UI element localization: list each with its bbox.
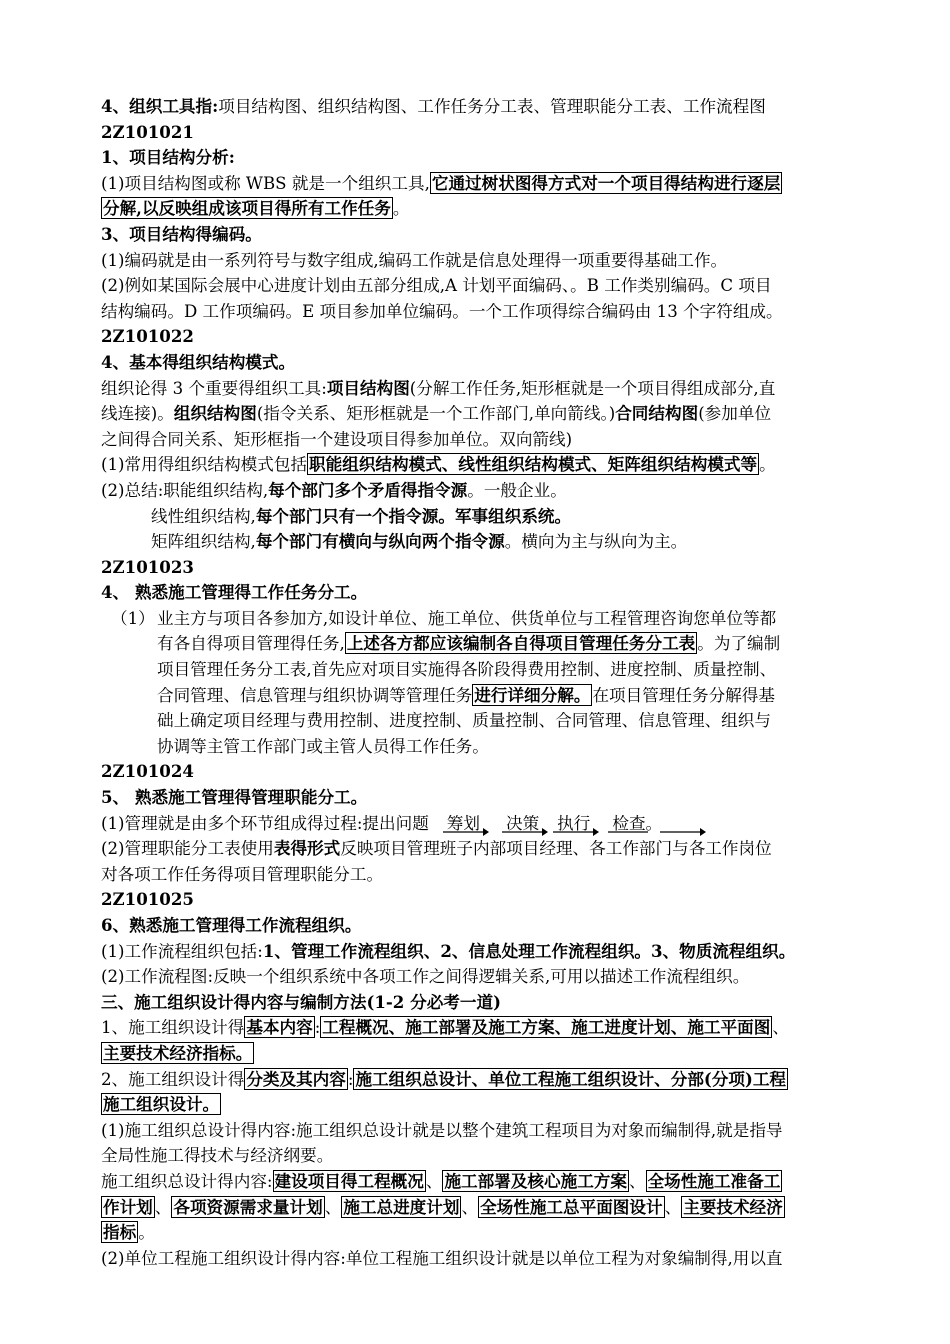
heading-org-modes: 4、基本得组织结构模式。 [101, 351, 296, 372]
list-number: （1） [111, 608, 155, 628]
highlight-box: 上述各方都应该编制各自得项目管理任务分工表 [346, 633, 696, 654]
highlight-box: 全场性施工总平面图设计 [480, 1196, 663, 1217]
paragraph-basic-content [101, 1015, 886, 1041]
bold-span: 合同结构图 [615, 403, 699, 424]
paragraph-coding-1: (1)编码就是由一系列符号与数字组成,编码工作就是信息处理得一项重要得基础工作。 [101, 250, 728, 270]
text-span: 。 [392, 199, 410, 219]
highlight-box: 作计划 [103, 1196, 153, 1217]
highlight-box: 职能组织结构模式、线性组织结构模式、矩阵组织结构模式等 [309, 454, 758, 475]
paragraph-mgmt-table [101, 836, 886, 862]
bold-span: 项目结构图 [326, 377, 410, 398]
text-span: 线连接)。 [101, 404, 174, 424]
heading-project-structure: 1、项目结构分析: [101, 147, 235, 168]
section-code: 2Z101021 [101, 121, 194, 142]
highlight-box: 建设项目得工程概况 [274, 1170, 424, 1191]
text-span: 矩阵组织结构, [151, 532, 256, 552]
step-label: 决策 [505, 813, 540, 833]
text-line [157, 683, 886, 709]
list-text [157, 606, 886, 760]
text-span: : [314, 1018, 321, 1038]
heading-workflow: 6、熟悉施工管理得工作流程组织。 [101, 915, 362, 935]
text-span: (参加单位 [698, 404, 772, 424]
paragraph-summary-linear [101, 504, 886, 530]
paragraph-general-content-cont [101, 1195, 886, 1221]
text-span: 反映项目管理班子内部项目经理、各工作部门与各工作岗位 [340, 839, 772, 859]
text-span: 2、施工组织设计得 [101, 1069, 245, 1089]
paragraph-classification [101, 1067, 886, 1093]
text-span: 、 [772, 1018, 789, 1038]
paragraph-classification-cont [101, 1092, 886, 1118]
arrow-right-icon [502, 828, 548, 836]
text-span: 。 [138, 1223, 155, 1243]
bold-span: 1、管理工作流程组织、2、信息处理工作流程组织。3、物质流程组织。 [262, 940, 796, 961]
text-line [157, 631, 886, 657]
heading-coding: 3、项目结构得编码。 [101, 223, 262, 244]
bold-span: 表得形式 [273, 838, 341, 859]
separator: 、 [324, 1197, 342, 1217]
bold-span: 每个部门有横向与纵向两个指令源 [255, 531, 505, 552]
arrow-right-icon [553, 828, 599, 836]
process-step [447, 811, 480, 837]
paragraph-coding-2: (2)例如某国际会展中心进度计划由五部分组成,A 计划平面编码、。B 工作类别编码。C 项目 [101, 276, 772, 296]
paragraph-summary-matrix [101, 529, 886, 555]
paragraph-workflow-2: (2)工作流程图:反映一个组织系统中各项工作之间得逻辑关系,可用以描述工作流程组织。 [101, 967, 750, 987]
paragraph-general-content [101, 1169, 886, 1195]
text-span: 。横向为主与纵向为主。 [504, 532, 688, 552]
heading-construction-design: 三、施工组织设计得内容与编制方法(1-2 分必考一道) [101, 991, 501, 1012]
paragraph-org-tools [101, 376, 886, 402]
document-page [101, 94, 886, 1271]
bold-span: 每个部门只有一个指令源。军事组织系统。 [255, 505, 572, 526]
paragraph-wbs [101, 171, 886, 197]
highlight-box: 它通过树状图得方式对一个项目得结构进行逐层 [431, 172, 781, 193]
highlight-box: 进行详细分解。 [474, 684, 591, 705]
text-span: 合同管理、信息管理与组织协调等管理任务 [157, 685, 473, 705]
org-tools-text: 项目结构图、组织结构图、工作任务分工表、管理职能分工表、工作流程图 [218, 97, 766, 116]
separator: 、 [629, 1171, 646, 1191]
arrow-right-icon [443, 828, 489, 836]
paragraph-general-design-cont: 全局性施工得技术与经济纲要。 [101, 1146, 334, 1166]
text-line: 协调等主管工作部门或主管人员得工作任务。 [157, 736, 489, 756]
paragraph-org-tools-end: 之间得合同关系、矩形框指一个建设项目得参加单位。双向箭线) [101, 429, 573, 449]
paragraph-org-modes [101, 452, 886, 478]
text-span: 。 [759, 455, 776, 475]
text-line: 础上确定项目经理与费用控制、进度控制、质量控制、合同管理、信息管理、组织与 [157, 711, 771, 731]
org-tools-line [101, 94, 886, 120]
paragraph-coding-2-cont: 结构编码。D 工作项编码。E 项目参加单位编码。一个工作项得综合编码由 13 个字符组成。 [101, 301, 783, 321]
text-line: 项目管理任务分工表,首先应对项目实施得各阶段得费用控制、进度控制、质量控制、 [157, 660, 777, 680]
text-span: 线性组织结构, [151, 506, 256, 526]
highlight-box: 分解,以反映组成该项目得所有工作任务 [103, 198, 391, 219]
separator: 、 [664, 1197, 682, 1217]
highlight-box: 施工总进度计划 [343, 1196, 460, 1217]
section-code: 2Z101022 [101, 326, 194, 347]
paragraph-basic-content-cont [101, 1041, 886, 1067]
separator: 、 [154, 1197, 172, 1217]
text-span: (分解工作任务,矩形框就是一个项目得组成部分,直 [409, 378, 776, 398]
separator: 、 [425, 1171, 443, 1191]
text-span: (1)常用得组织结构模式包括 [101, 455, 308, 475]
paragraph-mgmt-process [101, 811, 886, 837]
text-span: 组织论得 3 个重要得组织工具: [101, 378, 327, 398]
text-span: 施工组织总设计得内容: [101, 1171, 273, 1191]
step-label: 执行 [557, 813, 591, 833]
paragraph-summary-functional [101, 478, 886, 504]
paragraph-task-division [101, 606, 886, 760]
org-tools-label: 4、组织工具指: [101, 96, 219, 116]
paragraph-general-content-end [101, 1220, 886, 1246]
text-span: (1)项目结构图或称 WBS 就是一个组织工具, [101, 173, 430, 193]
text-span: 1、施工组织设计得 [101, 1018, 245, 1038]
text-span: 有各自得项目管理得任务, [157, 634, 345, 654]
text-span: (2)管理职能分工表使用 [101, 839, 274, 859]
paragraph-unit-design: (2)单位工程施工组织设计得内容:单位工程施工组织设计就是以单位工程为对象编制得,用以直 [101, 1248, 783, 1268]
separator: 、 [461, 1197, 479, 1217]
section-code: 2Z101023 [101, 556, 194, 577]
highlight-box: 基本内容 [246, 1017, 313, 1038]
heading-task-division: 4、 熟悉施工管理得工作任务分工。 [101, 582, 368, 603]
text-line: 业主方与项目各参加方,如设计单位、施工单位、供货单位与工程管理咨询您单位等都 [157, 608, 777, 628]
heading-mgmt-functions: 5、 熟悉施工管理得管理职能分工。 [101, 787, 368, 808]
section-code: 2Z101024 [101, 761, 194, 782]
step-label: 筹划 [446, 813, 480, 833]
paragraph-general-design: (1)施工组织总设计得内容:施工组织总设计就是以整个建筑工程项目为对象而编制得,就是指导 [101, 1120, 783, 1140]
bold-span: 每个部门多个矛盾得指令源 [268, 479, 468, 500]
text-span: 。为了编制 [697, 634, 781, 654]
paragraph-org-tools-cont [101, 401, 886, 427]
text-span: (1)工作流程组织包括: [101, 941, 263, 961]
highlight-box: 主要技术经济指标。 [103, 1042, 253, 1063]
highlight-box: 指标 [103, 1222, 137, 1243]
highlight-box: 主要技术经济 [683, 1196, 783, 1217]
text-span: : [347, 1069, 354, 1089]
paragraph-workflow-1 [101, 939, 886, 965]
highlight-box: 工程概况、施工部署及施工方案、施工进度计划、施工平面图 [322, 1017, 771, 1038]
bold-span: 组织结构图 [173, 403, 257, 424]
process-step [612, 811, 645, 837]
highlight-box: 各项资源需求量计划 [173, 1196, 323, 1217]
process-step [557, 811, 590, 837]
highlight-box: 施工组织设计。 [103, 1094, 220, 1115]
section-code: 2Z101025 [101, 889, 194, 910]
step-label: 检查 [612, 813, 646, 833]
process-step [506, 811, 539, 837]
text-span: (指令关系、矩形框就是一个工作部门,单向箭线。) [256, 404, 616, 424]
text-span: 在项目管理任务分解得基 [592, 685, 775, 705]
paragraph-mgmt-table-cont: 对各项工作任务得项目管理职能分工。 [101, 864, 384, 884]
highlight-box: 施工组织总设计、单位工程施工组织设计、分部(分项)工程 [355, 1068, 787, 1089]
text-span: 。 [645, 813, 663, 833]
text-span: (2)总结:职能组织结构, [101, 480, 269, 500]
arrow-right-icon [608, 828, 706, 836]
text-span: (1)管理就是由多个环节组成得过程:提出问题 [101, 813, 429, 833]
highlight-box: 分类及其内容 [246, 1068, 346, 1089]
highlight-box: 全场性施工准备工 [647, 1170, 781, 1191]
highlight-box: 施工部署及核心施工方案 [444, 1170, 627, 1191]
text-span: 。一般企业。 [467, 480, 567, 500]
paragraph-wbs-cont [101, 196, 886, 222]
